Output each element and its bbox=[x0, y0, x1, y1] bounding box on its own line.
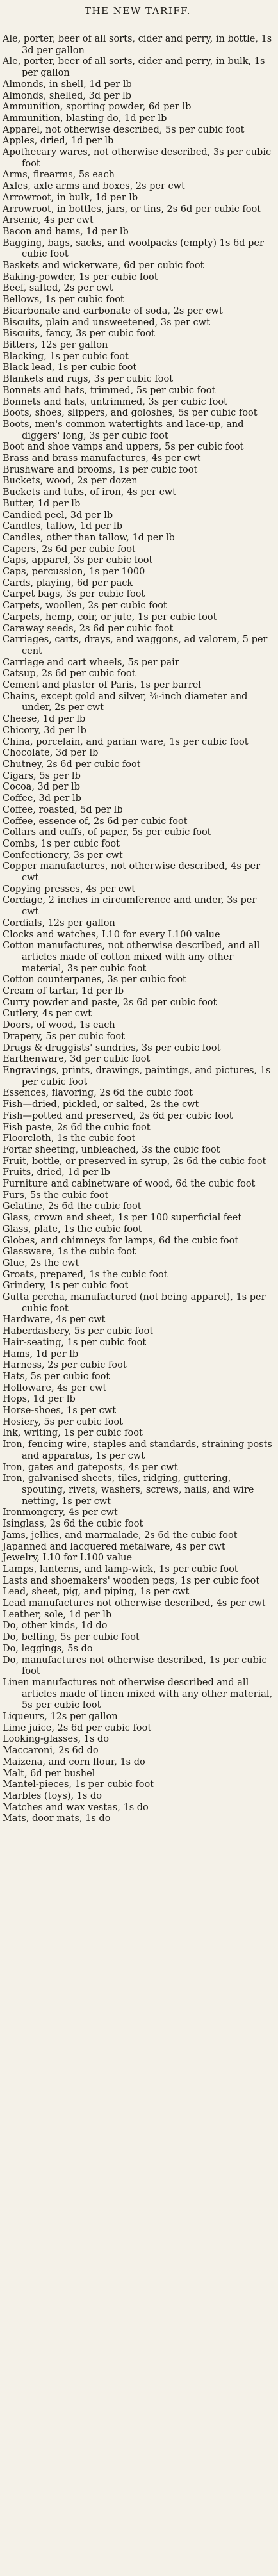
tariff-entry: Butter, 1d per lb bbox=[3, 498, 81, 509]
tariff-entry: Holloware, 4s per cwt bbox=[3, 1382, 107, 1393]
tariff-entry: Coffee, 3d per lb bbox=[3, 793, 81, 804]
tariff-entry: Carpets, woollen, 2s per cubic foot bbox=[3, 601, 167, 612]
tariff-entry: Ammunition, blasting do, 1d per lb bbox=[3, 113, 167, 124]
tariff-entry: Capers, 2s 6d per cubic foot bbox=[3, 544, 136, 555]
tariff-entry: Globes, and chimneys for lamps, 6d the cubic foot bbox=[3, 1235, 239, 1246]
tariff-entry: Bicarbonate and carbonate of soda, 2s per cwt bbox=[3, 305, 223, 316]
tariff-entry: Furniture and cabinetware of wood, 6d the cubic foot bbox=[3, 1179, 256, 1190]
tariff-entry: Hair-seating, 1s per cubic foot bbox=[3, 1337, 147, 1348]
tariff-entry: Coffee, roasted, 5d per lb bbox=[3, 804, 123, 815]
tariff-entry: Fruit, bottle, or preserved in syrup, 2s 6d the cubic foot bbox=[3, 1156, 266, 1167]
tariff-entry: Blacking, 1s per cubic foot bbox=[3, 351, 129, 362]
tariff-entry: Copper manufactures, not otherwise described, 4s per cwt bbox=[3, 861, 261, 884]
tariff-entry: Cocoa, 3d per lb bbox=[3, 782, 80, 793]
tariff-entry: Boot and shoe vamps and uppers, 5s per cubic foot bbox=[3, 442, 244, 453]
tariff-entry: Doors, of wood, 1s each bbox=[3, 1020, 115, 1031]
tariff-entry: Liqueurs, 12s per gallon bbox=[3, 1712, 118, 1722]
tariff-entry: Biscuits, plain and unsweetened, 3s per cwt bbox=[3, 317, 210, 328]
tariff-entry: Ink, writing, 1s per cubic foot bbox=[3, 1428, 143, 1439]
tariff-entry: Ale, porter, beer of all sorts, cider and perry, in bottle, 1s 3d per gallon bbox=[3, 34, 272, 56]
tariff-entry: Apples, dried, 1d per lb bbox=[3, 136, 114, 147]
tariff-entry: Hosiery, 5s per cubic foot bbox=[3, 1416, 123, 1427]
tariff-entry: Hardware, 4s per cwt bbox=[3, 1315, 106, 1325]
tariff-entry: Cards, playing, 6d per pack bbox=[3, 578, 133, 588]
tariff-entry: Axles, axle arms and boxes, 2s per cwt bbox=[3, 181, 185, 192]
tariff-entry: Arrowroot, in bulk, 1d per lb bbox=[3, 192, 138, 203]
tariff-entry: Jewelry, L10 for L100 value bbox=[3, 1553, 133, 1564]
tariff-entry: Boots, shoes, slippers, and goloshes, 5s per cubic foot bbox=[3, 408, 258, 419]
tariff-entry: Copying presses, 4s per cwt bbox=[3, 884, 136, 895]
tariff-entry: Glassware, 1s the cubic foot bbox=[3, 1247, 136, 1258]
tariff-entry: Do, belting, 5s per cubic foot bbox=[3, 1632, 140, 1643]
tariff-entry: Fish paste, 2s 6d the cubic foot bbox=[3, 1122, 151, 1133]
tariff-list bbox=[3, 34, 273, 1825]
tariff-entry: Bagging, bags, sacks, and woolpacks (empty) 1s 6d per cubic foot bbox=[3, 238, 264, 260]
tariff-entry: Gelatine, 2s 6d the cubic foot bbox=[3, 1201, 142, 1212]
tariff-entry: Baskets and wickerware, 6d per cubic foot bbox=[3, 261, 204, 271]
tariff-entry: Floorcloth, 1s the cubic foot bbox=[3, 1133, 136, 1144]
tariff-entry: Cotton manufactures, not otherwise described, and all articles made of cotton mixed with any other material, 3s per cubic foot bbox=[3, 941, 260, 974]
tariff-entry: Glass, crown and sheet, 1s per 100 superficial feet bbox=[3, 1213, 242, 1224]
tariff-entry: Glue, 2s the cwt bbox=[3, 1258, 79, 1268]
tariff-entry: Baking-powder, 1s per cubic foot bbox=[3, 271, 158, 282]
tariff-entry: Bacon and hams, 1d per lb bbox=[3, 226, 129, 237]
tariff-entry: Looking-glasses, 1s do bbox=[3, 1734, 110, 1745]
tariff-entry: Lead, sheet, pig, and piping, 1s per cwt bbox=[3, 1587, 190, 1598]
tariff-entry: Lime juice, 2s 6d per cubic foot bbox=[3, 1722, 152, 1733]
tariff-entry: Iron, galvanised sheets, tiles, ridging, guttering, spouting, rivets, washers, screws, nails, and wire netting, 1s per cwt bbox=[3, 1473, 254, 1507]
tariff-entry: Brass and brass manufactures, 4s per cwt bbox=[3, 453, 201, 464]
tariff-entry: Candles, tallow, 1d per lb bbox=[3, 521, 123, 532]
tariff-entry: Do, manufactures not otherwise described, 1s per cubic foot bbox=[3, 1655, 267, 1677]
tariff-entry: Leather, sole, 1d per lb bbox=[3, 1609, 112, 1620]
tariff-entry: Horse-shoes, 1s per cwt bbox=[3, 1405, 117, 1416]
tariff-entry: Fruits, dried, 1d per lb bbox=[3, 1167, 110, 1178]
tariff-entry: Chains, except gold and silver, ⅜-inch diameter and under, 2s per cwt bbox=[3, 691, 248, 713]
tariff-entry: Grindery, 1s per cubic foot bbox=[3, 1281, 129, 1292]
tariff-entry: Cream of tartar, 1d per lb bbox=[3, 986, 124, 997]
tariff-entry: Cheese, 1d per lb bbox=[3, 714, 86, 725]
tariff-entry: Apparel, not otherwise described, 5s per cubic foot bbox=[3, 124, 245, 135]
tariff-entry: Earthenware, 3d per cubic foot bbox=[3, 1054, 151, 1065]
tariff-entry: Caraway seeds, 2s 6d per cubic foot bbox=[3, 623, 174, 634]
tariff-entry: Caps, percussion, 1s per 1000 bbox=[3, 567, 145, 578]
tariff-entry: Gutta percha, manufactured (not being apparel), 1s per cubic foot bbox=[3, 1292, 266, 1314]
tariff-entry: Catsup, 2s 6d per cubic foot bbox=[3, 668, 136, 679]
tariff-entry: China, porcelain, and parian ware, 1s per cubic foot bbox=[3, 736, 249, 747]
tariff-entry: Boots, men's common watertights and lace-up, and diggers' long, 3s per cubic foot bbox=[3, 419, 244, 441]
tariff-entry: Carriage and cart wheels, 5s per pair bbox=[3, 657, 179, 668]
tariff-entry: Groats, prepared, 1s the cubic foot bbox=[3, 1269, 168, 1280]
tariff-entry: Iron, fencing wire, staples and standards, straining posts and apparatus, 1s per cwt bbox=[3, 1439, 272, 1461]
tariff-entry: Candied peel, 3d per lb bbox=[3, 510, 113, 521]
tariff-entry: Cement and plaster of Paris, 1s per barrel bbox=[3, 680, 201, 691]
tariff-entry: Coffee, essence of, 2s 6d per cubic foot bbox=[3, 816, 188, 827]
page-title: THE NEW TARIFF. bbox=[84, 5, 192, 17]
tariff-entry: Drugs & druggists' sundries, 3s per cubic foot bbox=[3, 1042, 221, 1053]
tariff-entry: Arrowroot, in bottles, jars, or tins, 2s 6d per cubic foot bbox=[3, 204, 261, 215]
tariff-entry: Lamps, lanterns, and lamp-wick, 1s per cubic foot bbox=[3, 1564, 238, 1575]
tariff-entry: Fish—dried, pickled, or salted, 2s the cwt bbox=[3, 1099, 199, 1110]
tariff-entry: Carriages, carts, drays, and waggons, ad valorem, 5 per cent bbox=[3, 635, 268, 656]
tariff-entry: Cordials, 12s per gallon bbox=[3, 918, 115, 928]
tariff-entry: Clocks and watches, L10 for every L100 value bbox=[3, 929, 220, 940]
tariff-entry: Lead manufactures not otherwise described, 4s per cwt bbox=[3, 1598, 266, 1609]
tariff-entry: Arsenic, 4s per cwt bbox=[3, 215, 94, 226]
tariff-entry: Cutlery, 4s per cwt bbox=[3, 1009, 92, 1019]
tariff-entry: Combs, 1s per cubic foot bbox=[3, 838, 120, 849]
tariff-entry: Apothecary wares, not otherwise described, 3s per cubic foot bbox=[3, 147, 272, 169]
tariff-entry: Carpets, hemp, coir, or jute, 1s per cubic foot bbox=[3, 612, 217, 622]
tariff-entry: Linen manufactures not otherwise described and all articles made of linen mixed with any other material, 5s per cubic foot bbox=[3, 1677, 273, 1711]
tariff-entry: Lasts and shoemakers' wooden pegs, 1s per cubic foot bbox=[3, 1575, 260, 1586]
tariff-entry: Buckets and tubs, of iron, 4s per cwt bbox=[3, 487, 176, 498]
tariff-entry: Black lead, 1s per cubic foot bbox=[3, 362, 137, 373]
tariff-entry: Collars and cuffs, of paper, 5s per cubic foot bbox=[3, 827, 211, 838]
tariff-entry: Fish—potted and preserved, 2s 6d per cubic foot bbox=[3, 1110, 233, 1121]
tariff-entry: Marbles (toys), 1s do bbox=[3, 1790, 102, 1801]
tariff-entry: Bonnets and hats, untrimmed, 3s per cubic foot bbox=[3, 396, 227, 407]
tariff-entry: Essences, flavoring, 2s 6d the cubic foot bbox=[3, 1088, 193, 1099]
tariff-entry: Japanned and lacquered metalware, 4s per cwt bbox=[3, 1541, 225, 1552]
tariff-entry: Harness, 2s per cubic foot bbox=[3, 1360, 127, 1371]
tariff-entry: Bellows, 1s per cubic foot bbox=[3, 295, 124, 305]
tariff-entry: Brushware and brooms, 1s per cubic foot bbox=[3, 464, 198, 475]
tariff-entry: Carpet bags, 3s per cubic foot bbox=[3, 589, 145, 600]
tariff-entry: Ammunition, sporting powder, 6d per lb bbox=[3, 102, 192, 113]
tariff-entry: Blankets and rugs, 3s per cubic foot bbox=[3, 374, 174, 385]
tariff-entry: Chicory, 3d per lb bbox=[3, 725, 86, 736]
tariff-entry: Hops, 1d per lb bbox=[3, 1394, 76, 1405]
tariff-entry: Hams, 1d per lb bbox=[3, 1349, 79, 1359]
tariff-entry: Candles, other than tallow, 1d per lb bbox=[3, 532, 175, 543]
tariff-entry: Jams, jellies, and marmalade, 2s 6d the cubic foot bbox=[3, 1530, 238, 1541]
tariff-entry: Mantel-pieces, 1s per cubic foot bbox=[3, 1779, 154, 1790]
tariff-entry: Ironmongery, 4s per cwt bbox=[3, 1507, 118, 1518]
tariff-entry: Malt, 6d per bushel bbox=[3, 1768, 95, 1779]
tariff-entry: Ale, porter, beer of all sorts, cider and perry, in bulk, 1s per gallon bbox=[3, 56, 265, 79]
tariff-entry: Mats, door mats, 1s do bbox=[3, 1813, 111, 1824]
tariff-entry: Do, other kinds, 1d do bbox=[3, 1621, 108, 1632]
tariff-entry: Biscuits, fancy, 3s per cubic foot bbox=[3, 328, 155, 339]
tariff-entry: Bitters, 12s per gallon bbox=[3, 339, 108, 350]
tariff-entry: Bonnets and hats, trimmed, 5s per cubic foot bbox=[3, 385, 216, 396]
tariff-entry: Glass, plate, 1s the cubic foot bbox=[3, 1224, 142, 1235]
tariff-entry: Matches and wax vestas, 1s do bbox=[3, 1802, 149, 1813]
tariff-entry: Isinglass, 2s 6d the cubic foot bbox=[3, 1519, 143, 1530]
tariff-entry: Do, leggings, 5s do bbox=[3, 1643, 93, 1654]
tariff-entry: Furs, 5s the cubic foot bbox=[3, 1190, 109, 1201]
tariff-entry: Arms, firearms, 5s each bbox=[3, 170, 115, 181]
tariff-entry: Almonds, shelled, 3d per lb bbox=[3, 90, 132, 101]
tariff-entry: Forfar sheeting, unbleached, 3s the cubic foot bbox=[3, 1144, 220, 1155]
tariff-entry: Caps, apparel, 3s per cubic foot bbox=[3, 555, 153, 566]
tariff-entry: Haberdashery, 5s per cubic foot bbox=[3, 1326, 154, 1337]
tariff-entry: Chutney, 2s 6d per cubic foot bbox=[3, 759, 141, 770]
tariff-entry: Hats, 5s per cubic foot bbox=[3, 1371, 110, 1382]
tariff-entry: Chocolate, 3d per lb bbox=[3, 748, 99, 759]
tariff-entry: Maccaroni, 2s 6d do bbox=[3, 1746, 99, 1756]
tariff-entry: Iron, gates and gateposts, 4s per cwt bbox=[3, 1462, 178, 1473]
tariff-entry: Cordage, 2 inches in circumference and under, 3s per cwt bbox=[3, 895, 257, 918]
tariff-entry: Buckets, wood, 2s per dozen bbox=[3, 476, 138, 487]
tariff-entry: Beef, salted, 2s per cwt bbox=[3, 283, 113, 294]
tariff-entry: Curry powder and paste, 2s 6d per cubic foot bbox=[3, 997, 217, 1008]
tariff-entry: Confectionery, 3s per cwt bbox=[3, 850, 123, 861]
tariff-entry: Cotton counterpanes, 3s per cubic foot bbox=[3, 975, 186, 985]
tariff-entry: Cigars, 5s per lb bbox=[3, 770, 81, 781]
tariff-entry: Engravings, prints, drawings, paintings, and pictures, 1s per cubic foot bbox=[3, 1065, 271, 1087]
tariff-entry: Drapery, 5s per cubic foot bbox=[3, 1031, 125, 1042]
tariff-entry: Maizena, and corn flour, 1s do bbox=[3, 1756, 145, 1767]
tariff-entry: Almonds, in shell, 1d per lb bbox=[3, 79, 132, 90]
